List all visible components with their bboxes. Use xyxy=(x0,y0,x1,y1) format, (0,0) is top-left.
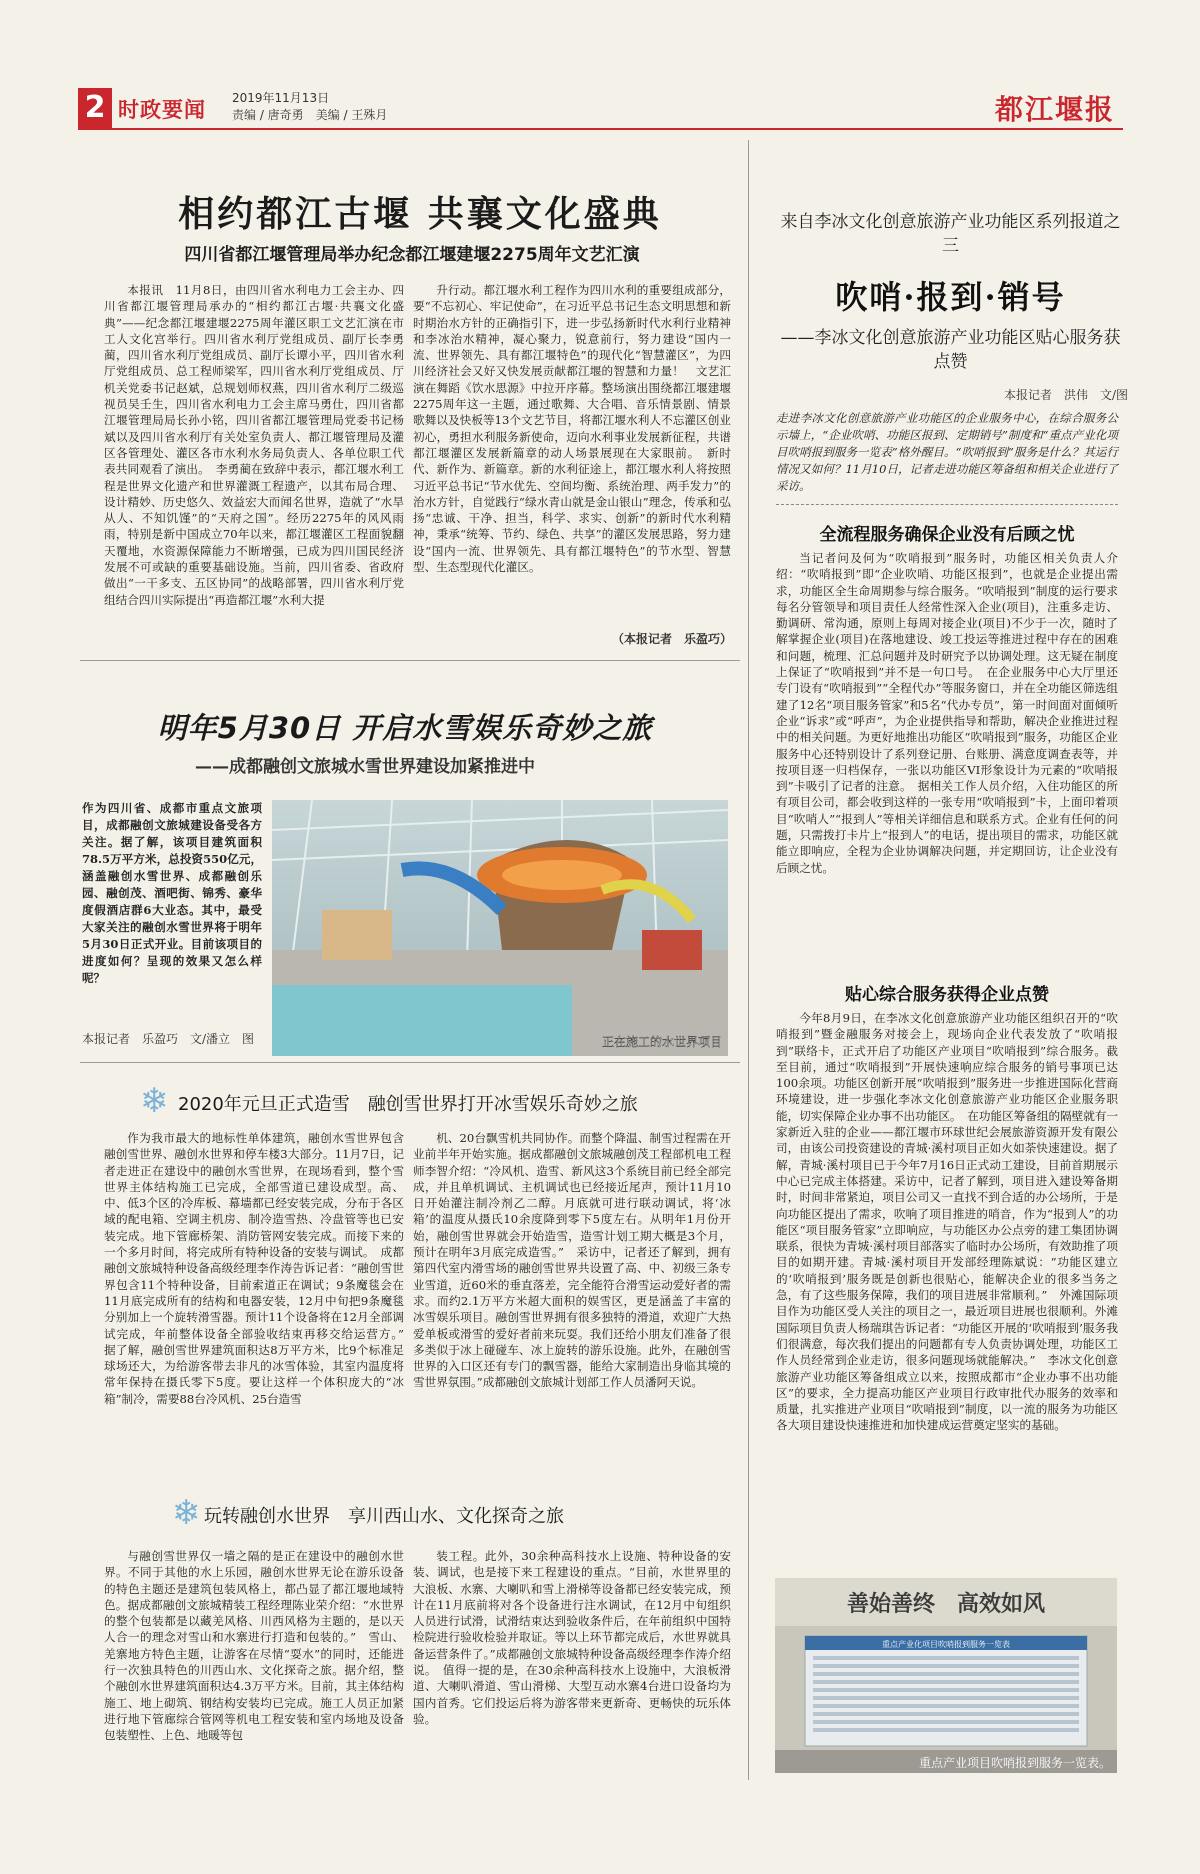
service-board-illustration xyxy=(775,1578,1117,1773)
sidebar-heading-1: 全流程服务确保企业没有后顾之忧 xyxy=(819,525,1075,545)
sec2-title: 玩转融创水世界 享川西山水、文化探奇之旅 xyxy=(204,1506,564,1527)
article2-intro: 作为四川省、成都市重点文旅项目，成都融创文旅城建设备受各方关注。据了解，该项目建筑面积78.5万平方米，总投资550亿元，涵盖融创水雪世界、成都融创乐园、融创茂、酒吧街、锦秀、豪华度假酒店群6大业态。其中，最受大家关注的融创水雪世界将于明年5月30日正式开业。目前该项目的进度如何？呈现的效果又怎么样呢？ xyxy=(82,801,262,985)
column-divider xyxy=(748,140,749,1780)
article1-subtitle: 四川省都江堰管理局举办纪念都江堰建堰2275周年文艺汇演 xyxy=(184,245,640,265)
sidebar-heading-2: 贴心综合服务获得企业点赞 xyxy=(845,985,1049,1005)
sidebar-byline: 本报记者 洪伟 文/图 xyxy=(1003,388,1128,402)
sidebar-kicker: 来自李冰文化创意旅游产业功能区系列报道之三 xyxy=(780,212,1121,256)
photo1-caption: 正在施工的水世界项目 xyxy=(601,1035,722,1049)
sidebar-para-1: 当记者问及何为“吹哨报到”服务时，功能区相关负责人介绍：“吹哨报到”即“企业吹哨、功能区报到”，也就是企业提出需求，功能区全生命周期参与综合服务。“吹哨报到”制度的运行要求每名分管领导和项目责任人经常性深入企业(项目)，注重多走访、勤调研、常沟通，原则上每周对接企业(项目)不少于一次，随时了解掌握企业(项目)在落地建设、竣工投运等推进过程中存在的困难和问题，梳理、汇总问题并及时研究予以协调处理。这无疑在制度上保证了“吹哨报到”并不是一句口号。 在企业服务中心大厅里还专门设有“吹哨报到”“全程代办”等服务窗口，并在全功能区筛选组建了12名“项目服务管家”和5名“代办专员”，第一时间面对面倾听企业“诉求”或“呼声”，为企业提供指导和帮助，解决企业推进过程中的相关问题。为更好地推出功能区“吹哨报到”服务，功能区企业服务中心还特别设计了系列登记册、台账册、满意度调查表等，并按项目逐一归档保存，一张以功能区VI形象设计为元素的“吹哨报到”卡吸引了记者的注意。 据相关工作人员介绍，入住功能区的所有项目公司，都会收到这样的一张专用“吹哨报到”卡，上面印着项目“吹哨人”“报到人”等相关详细信息和联系方式。企业有任何的问题，只需拨打卡片上“报到人”的电话，提出项目的需求，功能区就能立即响应，全程为企业协调解决问题，并定期回访，让企业没有后顾之忧。 xyxy=(776,551,1118,875)
issue-date: 2019年11月13日 xyxy=(232,91,330,105)
lead-divider xyxy=(776,504,1118,505)
article1-title: 相约都江古堰 共襄文化盛典 xyxy=(178,193,662,235)
page-number: 2 xyxy=(78,88,112,128)
article1-byline: （本报记者 乐盈巧） xyxy=(611,632,732,646)
editors: 责编 / 唐奇勇 美编 / 王殊月 xyxy=(232,108,388,122)
article2-byline: 本报记者 乐盈巧 文/潘立 图 xyxy=(82,1032,255,1046)
sec1-title: 2020年元旦正式造雪 融创雪世界打开冰雪娱乐奇妙之旅 xyxy=(178,1094,638,1115)
water-park-illustration xyxy=(272,800,728,1056)
article1-col2: 升行动。都江堰水利工程作为四川水利的重要组成部分，要“不忘初心、牢记使命”，在习近平总书记生态文明思想和新时期治水方针的正确指引下，进一步弘扬新时代水利行业精神和李冰治水精神，凝心聚力，锐意前行，努力建设“国内一流、世界领先、具有都江堰特色”的现代化“智慧灌区”，为四川经济社会又好又快发展贡献都江堰的智慧和力量！ 文艺汇演在舞蹈《饮水思源》中拉开序幕。整场演出围绕都江堰建堰2275周年这一主题，通过歌舞、大合唱、音乐情景剧、情景歌舞以及快板等13个文艺节目，将都江堰水利人不忘灌区创业初心，勇担水利服务新使命，迈向水利事业发展新征程，共谱都江堰灌区发展新篇章的动人场景展现在大家眼前。 新时代、新作为、新篇章。新的水利征途上，都江堰水利人将按照习近平总书记“节水优先、空间均衡、系统治理、两手发力”的治水方针，自觉践行“绿水青山就是金山银山”理念，传承和弘扬“忠诚、干净、担当，科学、求实、创新”的新时代水利精神，秉承“统筹、节约、绿色、共享”的灌区发展思路，努力建设“国内一流、世界领先、具有都江堰特色”的节水型、智慧型、生态型现代化灌区。 xyxy=(413,283,731,575)
sidebar-subtitle: ——李冰文化创意旅游产业功能区贴心服务获点赞 xyxy=(780,328,1121,372)
section-title: 时政要闻 xyxy=(118,98,206,122)
article1-col1: 本报讯 11月8日，由四川省水利电力工会主办、四川省都江堰管理局承办的“相约都江古堰·共襄文化盛典”——纪念都江堰建堰2275周年灌区职工文艺汇演在市工人文化宫举行。四川省水利厅党组成员、副厅长李勇蔺，四川省水利厅党组成员、副厅长谭小平，四川省水利厅党组成员、总工程师梁军，四川省水利厅党组成员、厅机关党委书记赵斌，总规划师权燕，四川省水利厅二级巡视员吴壬生，四川省水利电力工会主席马勇仕，四川省都江堰管理局局长孙小铭，四川省都江堰管理局党委书记杨斌以及四川省水利厅有关处室负责人、都江堰管理局及灌区各管理处、灌区各市水利水务局负责人、各单位职工代表共同观看了演出。 李勇蔺在致辞中表示，都江堰水利工程是世界文化遗产和世界灌溉工程遗产，以其布局合理、设计精妙、历史悠久、效益宏大而闻名世界，造就了“水旱从人、不知饥馑”的“天府之国”。经历2275年的风风雨雨，特别是新中国成立70年以来，都江堰灌区工程面貌翻天覆地，水资源保障能力不断增强，已成为四川国民经济发展不可或缺的重要基础设施。当前，四川省委、省政府做出“一干多支、五区协同”的战略部署，四川省水利厅党组结合四川实际提出“再造都江堰”水利大提 xyxy=(104,283,404,607)
section-divider xyxy=(80,1062,740,1063)
sidebar-para-2: 今年8月9日，在李冰文化创意旅游产业功能区组织召开的“吹哨报到”暨金融服务对接会上，现场向企业代表发放了“吹哨报到”联络卡，正式开启了功能区产业项目“吹哨报到”综合服务。截至目前，通过“吹哨报到”开展快速响应综合服务的销号事项已达100余项。功能区创新开展“吹哨报到”服务进一步推进国际化营商环境建设，进一步强化李冰文化创意旅游产业功能区企业服务职能，切实保障企业办事不出功能区。 在功能区筹备组的隔壁就有一家新近入驻的企业——都江堰市环球世纪会展旅游资源开发有限公司，由该公司投资建设的青城·溪村项目正如火如荼快速建设。据了解，青城·溪村项目已于今年7月16日正式动工建设，目前首期展示中心已完成主体搭建。采访中，记者了解到，项目进入建设筹备期时，时间非常紧迫，项目公司又一直找不到合适的办公场所，于是向功能区提出了需求，吹响了项目推进的哨音，作为“报到人”的功能区“项目服务管家”立即响应，与功能区办公点旁的建工集团协调联系，很快为青城·溪村项目部落实了临时办公场所，有效助推了项目的如期开建。青城·溪村项目开发部经理陈斌说：“功能区建立的‘吹哨报到’服务既是创新也很贴心，能解决企业的很多当务之急，有了这些服务保障，我们的项目进展非常顺利。” 外滩国际项目作为功能区受人关注的项目之一，最近项目进展也很顺利。外滩国际项目负责人杨瑞琪告诉记者：“功能区开展的‘吹哨报到’服务我们很满意，每次我们提出的问题都有专人负责协调处理，功能区工作人员经常到企业走访，很多问题现场就能解决。” 李冰文化创意旅游产业功能区筹备组成立以来，按照成都市“企业办事不出功能区”的要求，全力提高功能区产业项目行政审批代办服务的效率和质量，扎实推进产业项目“吹哨报到”制度，以一流的服务为功能区各大项目建设快速推进和加快建成运营奠定坚实的基础。 xyxy=(776,1011,1119,1433)
article2-subtitle: ——成都融创文旅城水雪世界建设加紧推进中 xyxy=(195,757,535,777)
sec1-col2: 机、20台飘雪机共同协作。而整个降温、制雪过程需在开业前半年开始实施。据成都融创文旅城融创茂工程部机电工程师李智介绍：“冷风机、造雪、新风这3个系统目前已经全部完成，并且单机调试、主机调试也已经接近尾声，预计11月10日开始灌注制冷剂乙二醇。月底就可进行联动调试，将‘冰箱’的温度从摄氏10余度降到零下5度左右。从明年1月份开始，融创雪世界就会开始造雪，造雪计划工期大概是3个月，预计在明年3月底完成造雪。” 采访中，记者还了解到，拥有第四代室内滑雪场的融创雪世界共设置了高、中、初级三条专业雪道，近60米的垂直落差，完全能符合滑雪运动爱好者的需求。而约2.1万平方米超大面积的娱雪区，更是涵盖了丰富的冰雪娱乐项目。融创雪世界拥有很多独特的滑道，欢迎广大热爱单板或滑雪的爱好者前来玩耍。我们还给小朋友们准备了很多类似于冰上碰碰车、冰上旋转的游乐设施。此外，在融创雪世界的入口区还有专门的飘雪器，能给大家制造出身临其境的雪世界氛围。”成都融创文旅城计划部工作人员潘阿天说。 xyxy=(413,1131,731,1390)
sec1-col1: 作为我市最大的地标性单体建筑，融创水雪世界包含融创雪世界、融创水世界和停车楼3大部分。11月7日，记者走进正在建设中的融创水雪世界，在现场看到，整个雪世界主体结构施工已完成，全部雪道已建设成型。高、中、低3个区的冷库板、幕墙都已经安装完成，分布于各区域的配电箱、空调主机房、制冷造雪热、冷盘管等也已安装完成。地下管廊桥架、消防管网安装完成。而接下来的一个多月时间，将完成所有特种设备的安装与调试。 成都融创文旅城特种设备高级经理李作涛告诉记者：“融创雪世界包含11个特种设备，目前索道正在调试；9条魔毯会在11月底完成所有的结构和电器安装，12月中旬把9条魔毯分别加上一个旋转滑雪器。预计11个设备将在12月全部调试完成，年前整体设备全部验收结束再移交给运营方。” 据了解，融创雪世界建筑面积达8万平方米，比9个标准足球场还大，为给游客带去非凡的冰雪体验，其室内温度将常年保持在摄氏零下5度。要让这样一个体积庞大的“冰箱”制冷，需要88台冷风机、25台造雪 xyxy=(104,1131,416,1406)
paper-logo: 都江堰报 xyxy=(994,93,1115,126)
article-divider xyxy=(80,660,740,661)
sec2-col2: 装工程。此外，30余种高科技水上设施、特种设备的安装、调试，也是接下来工程建设的重点。“目前，水世界里的大浪板、水寨、大喇叭和雪上滑梯等设备都已经安装完成，预计在11月底前将对各个设备进行注水调试，在12月中旬组织人员进行试滑，试滑结束达到验收条件后，在年前组织中国特检院进行验收检验并取证。等以上环节都完成后，水世界就具备运营条件了。”成都融创文旅城特种设备高级经理李作涛介绍说。 值得一提的是，在30余种高科技水上设施中，大浪板滑道、大喇叭滑道、雪山滑梯、大型互动水寨4台进口设备均为国内首秀。它们投运后将为游客带来更新奇、更畅快的玩乐体验。 xyxy=(413,1549,731,1726)
sidebar-lead: 走进李冰文化创意旅游产业功能区的企业服务中心，在综合服务公示墙上，“企业吹哨、功能区报到、定期销号”制度和“重点产业化项目吹哨报到服务一览表”格外醒目。“吹哨报到”服务是什么？其运行情况又如何？11月10日，记者走进功能区筹备组和相关企业进行了采访。 xyxy=(776,411,1118,493)
sidebar-title: 吹哨·报到·销号 xyxy=(835,278,1066,316)
snowflake-icon: ❄ xyxy=(140,1081,169,1121)
water-park-photo xyxy=(272,800,728,1056)
snowflake-icon-2: ❄ xyxy=(172,1493,201,1533)
sidebar-article xyxy=(773,210,1128,403)
header-meta xyxy=(232,90,387,124)
photo-sign: 善始善终 高效如风 xyxy=(846,1591,1046,1617)
article2-title: 明年5月30日 开启水雪娱乐奇妙之旅 xyxy=(157,711,653,745)
photo-caption: 重点产业项目吹哨报到服务一览表。 xyxy=(918,1756,1111,1770)
board-title: 重点产业化项目吹哨报到服务一览表 xyxy=(882,1640,1010,1649)
service-board-photo xyxy=(775,1578,1117,1773)
sec2-col1: 与融创雪世界仅一墙之隔的是正在建设中的融创水世界。不同于其他的水上乐园，融创水世界无论在游乐设备的特色主题还是建筑包装风格上，都凸显了都江堰地域特色。据成都融创文旅城精装工程经理陈业荣介绍：“水世界的整个包装都是以藏羌风格、川西风格为主题的，是以天人合一的理念对雪山和水寨进行打造和包装的。” 雪山、羌寨地方特色主题，让游客在尽情“耍水”的同时，还能进行一次独具特色的川西山水、文化探奇之旅。据介绍，整个融创水世界建筑面积达4.3万平方米。目前，其主体结构施工、地上砌筑、钢结构安装均已完成。施工人员正加紧进行地下管廊综合管网等机电工程安装和室内场地及设备包装塑性、上色、地暖等包 xyxy=(104,1549,404,1743)
